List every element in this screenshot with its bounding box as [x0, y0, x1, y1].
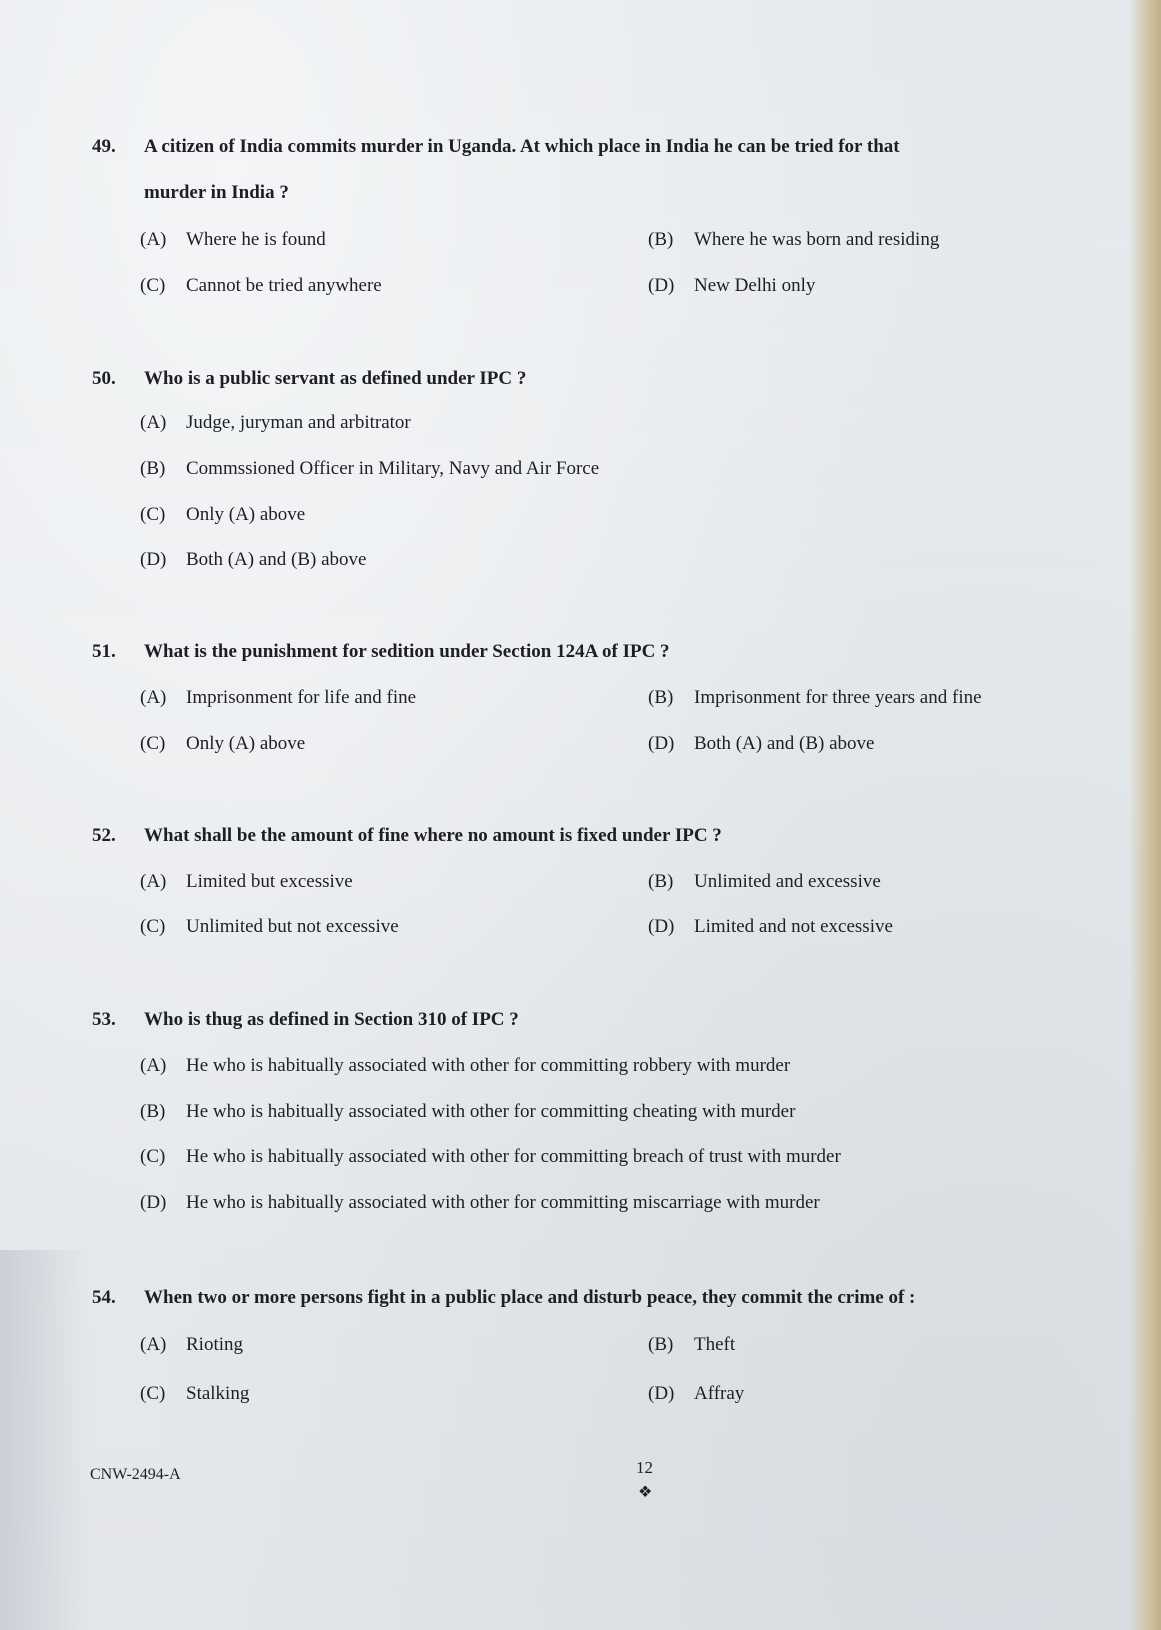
- option-b: [140, 1101, 795, 1123]
- option-letter: (B): [648, 687, 674, 708]
- option-text: New Delhi only: [694, 275, 816, 296]
- option-letter: (C): [140, 504, 166, 525]
- option-c: [140, 1383, 249, 1405]
- option-b: [140, 458, 599, 480]
- option-text: Only (A) above: [186, 733, 306, 754]
- option-letter: (D): [648, 916, 675, 937]
- option-letter: (A): [140, 412, 167, 433]
- question-text-continued: murder in India ?: [144, 182, 289, 203]
- option-text: Imprisonment for three years and fine: [694, 687, 982, 708]
- page-corner-shadow: [0, 1250, 90, 1630]
- option-text: Judge, juryman and arbitrator: [186, 412, 411, 433]
- option-a: [140, 871, 353, 893]
- option-letter: (D): [648, 1383, 675, 1404]
- option-letter: (B): [648, 1334, 674, 1355]
- option-letter: (D): [648, 275, 675, 296]
- question-number: 49.: [92, 136, 116, 157]
- option-text: Commssioned Officer in Military, Navy and Air Force: [186, 458, 600, 479]
- option-d: [140, 1192, 820, 1214]
- question-text: What shall be the amount of fine where no amount is fixed under IPC ?: [144, 825, 722, 846]
- option-letter: (A): [140, 1334, 167, 1355]
- option-letter: (A): [140, 871, 167, 892]
- option-text: Rioting: [186, 1334, 244, 1355]
- question-text: A citizen of India commits murder in Uganda. At which place in India he can be tried for that: [144, 136, 900, 157]
- option-letter: (D): [648, 733, 675, 754]
- option-text: Affray: [694, 1383, 745, 1404]
- option-letter: (C): [140, 275, 166, 296]
- option-d: [140, 549, 366, 571]
- question-text: What is the punishment for sedition under Section 124A of IPC ?: [144, 641, 670, 662]
- option-a: [140, 687, 416, 709]
- option-text: Both (A) and (B) above: [694, 733, 875, 754]
- option-a: [140, 412, 411, 434]
- option-text: Theft: [694, 1334, 736, 1355]
- diamond-ornament-icon: ❖: [638, 1484, 653, 1501]
- option-a: [140, 229, 326, 251]
- option-b: [648, 687, 982, 709]
- paper-code: CNW-2494-A: [90, 1466, 181, 1483]
- option-c: [140, 733, 305, 755]
- option-text: He who is habitually associated with other for committing robbery with murder: [186, 1055, 791, 1076]
- option-b: [648, 871, 881, 893]
- option-d: [648, 275, 815, 297]
- option-letter: (B): [140, 458, 166, 479]
- option-d: [648, 916, 893, 938]
- option-c: [140, 275, 382, 297]
- question-number: 52.: [92, 825, 116, 846]
- option-letter: (C): [140, 1146, 166, 1167]
- option-text: Both (A) and (B) above: [186, 549, 367, 570]
- question-number: 50.: [92, 368, 116, 389]
- option-letter: (C): [140, 1383, 166, 1404]
- option-letter: (D): [140, 549, 167, 570]
- option-letter: (A): [140, 687, 167, 708]
- option-text: He who is habitually associated with other for committing cheating with murder: [186, 1101, 796, 1122]
- option-letter: (B): [140, 1101, 166, 1122]
- option-text: Limited but excessive: [186, 871, 353, 892]
- option-letter: (A): [140, 1055, 167, 1076]
- option-text: Unlimited and excessive: [694, 871, 881, 892]
- option-c: [140, 916, 399, 938]
- option-b: [648, 229, 939, 251]
- option-d: [648, 1383, 744, 1405]
- question-number: 53.: [92, 1009, 116, 1030]
- option-letter: (C): [140, 916, 166, 937]
- option-c: [140, 504, 305, 526]
- option-text: Unlimited but not excessive: [186, 916, 399, 937]
- option-text: Where he is found: [186, 229, 326, 250]
- option-text: He who is habitually associated with other for committing miscarriage with murder: [186, 1192, 820, 1213]
- option-b: [648, 1334, 735, 1356]
- option-a: [140, 1334, 243, 1356]
- option-letter: (D): [140, 1192, 167, 1213]
- option-c: [140, 1146, 841, 1168]
- option-letter: (A): [140, 229, 167, 250]
- option-letter: (B): [648, 871, 674, 892]
- question-text: When two or more persons fight in a public place and disturb peace, they commit the crime of :: [144, 1287, 916, 1308]
- option-d: [648, 733, 874, 755]
- option-text: Imprisonment for life and fine: [186, 687, 417, 708]
- page-number: 12: [636, 1458, 653, 1477]
- option-letter: (C): [140, 733, 166, 754]
- option-letter: (B): [648, 229, 674, 250]
- option-text: Where he was born and residing: [694, 229, 940, 250]
- page-edge-shadow: [1129, 0, 1161, 1630]
- question-number: 51.: [92, 641, 116, 662]
- option-text: Limited and not excessive: [694, 916, 893, 937]
- question-text: Who is thug as defined in Section 310 of IPC ?: [144, 1009, 519, 1030]
- option-a: [140, 1055, 790, 1077]
- option-text: Only (A) above: [186, 504, 306, 525]
- question-text: Who is a public servant as defined under IPC ?: [144, 368, 527, 389]
- question-number: 54.: [92, 1287, 116, 1308]
- option-text: Stalking: [186, 1383, 250, 1404]
- option-text: He who is habitually associated with other for committing breach of trust with murder: [186, 1146, 841, 1167]
- option-text: Cannot be tried anywhere: [186, 275, 382, 296]
